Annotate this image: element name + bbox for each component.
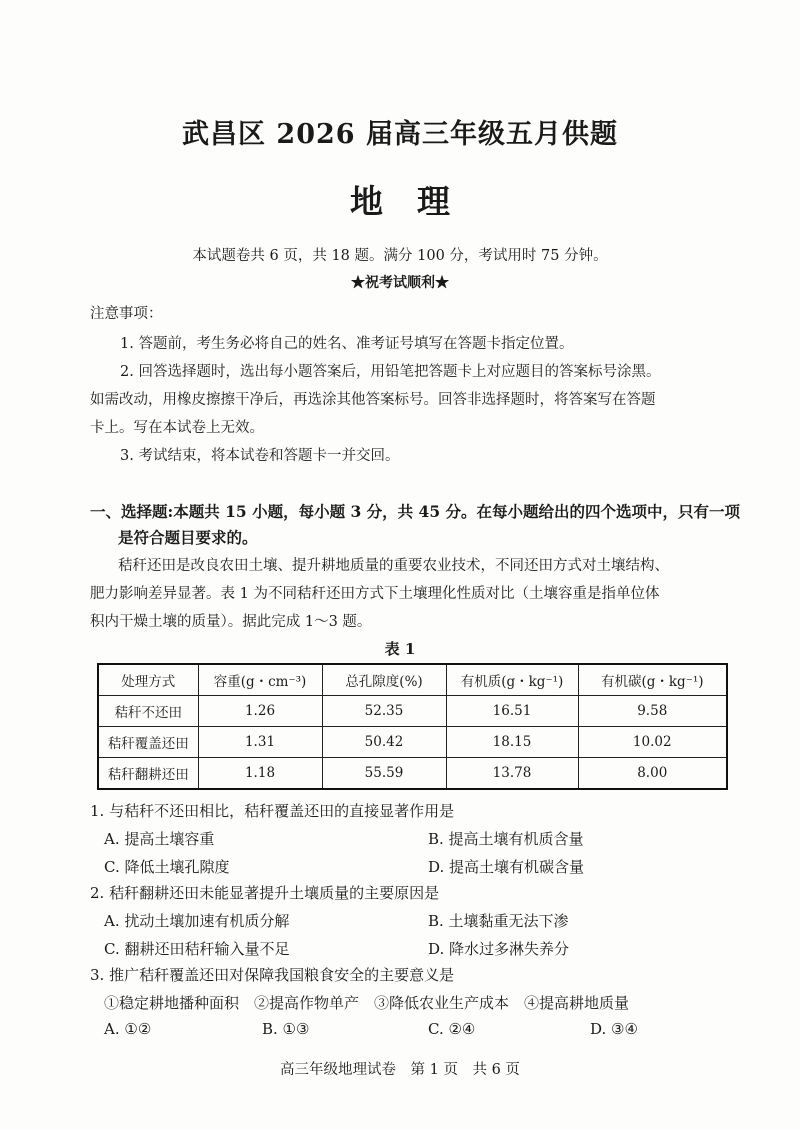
note-item-2-cont2: 卡上。写在本试卷上无效。 [90,420,264,436]
table-caption: 表 1 [384,640,416,658]
note-item-1: 1. 答题前，考生务必将自己的姓名、准考证号填写在答题卡指定位置。 [120,336,574,352]
exam-title: 武昌区 2026 届高三年级五月供题 [182,119,618,150]
table-row [98,758,727,790]
question-3-option-c[interactable]: C. ②④ [428,1020,476,1038]
table-header-cell: 容重(g・cm⁻³) [198,664,322,696]
table-header-cell: 有机碳(g・kg⁻¹) [578,664,727,696]
note-item-2-cont: 如需改动，用橡皮擦擦干净后，再选涂其他答案标号。回答非选择题时，将答案写在答题 [90,392,656,408]
exam-info: 本试题卷共 6 页，共 18 题。满分 100 分，考试用时 75 分钟。 [192,248,608,264]
question-1-stem: 1. 与秸秆不还田相比，秸秆覆盖还田的直接显著作用是 [90,802,455,820]
table-cell: 13.78 [446,758,578,790]
table-header-cell: 有机质(g・kg⁻¹) [446,664,578,696]
note-item-2: 2. 回答选择题时，选出每小题答案后，用铅笔把答题卡上对应题目的答案标号涂黑。 [120,364,661,380]
table-cell: 50.42 [322,727,446,758]
intro-line-1: 秸秆还田是改良农田土壤、提升耕地质量的重要农业技术，不同还田方式对土壤结构、 [118,558,669,574]
question-2-stem: 2. 秸秆翻耕还田未能显著提升土壤质量的主要原因是 [90,884,440,902]
table-row [98,727,727,758]
section-heading-cont: 是符合题目要求的。 [118,528,258,547]
question-1-option-d[interactable]: D. 提高土壤有机碳含量 [428,858,585,876]
question-2-option-a[interactable]: A. 扰动土壤加速有机质分解 [104,912,290,930]
table-header-cell: 总孔隙度(%) [322,664,446,696]
subject-title: 地理 [350,182,484,221]
question-3-stem: 3. 推广秸秆覆盖还田对保障我国粮食安全的主要意义是 [90,966,455,984]
page-footer: 高三年级地理试卷 第 1 页 共 6 页 [280,1062,520,1078]
intro-line-2: 肥力影响差异显著。表 1 为不同秸秆还田方式下土壤理化性质对比（土壤容重是指单位体 [90,586,660,602]
table-cell: 1.26 [198,696,322,727]
question-1-option-b[interactable]: B. 提高土壤有机质含量 [428,830,584,848]
question-2-option-b[interactable]: B. 土壤黏重无法下渗 [428,912,569,930]
question-3-option-b[interactable]: B. ①③ [262,1020,310,1038]
table-cell: 9.58 [578,696,727,727]
table-cell: 秸秆不还田 [98,696,198,727]
section-heading: 一、选择题:本题共 15 小题，每小题 3 分，共 45 分。在每小题给出的四个选项中，只有一项 [90,502,741,521]
table-row [98,696,727,727]
table-header-row [98,664,727,696]
table-cell: 18.15 [446,727,578,758]
table-header-cell: 处理方式 [98,664,198,696]
soil-properties-table [97,663,728,790]
table-cell: 1.18 [198,758,322,790]
question-1-option-a[interactable]: A. 提高土壤容重 [104,830,215,848]
question-3-option-d[interactable]: D. ③④ [590,1020,638,1038]
table-cell: 1.31 [198,727,322,758]
table-cell: 秸秆覆盖还田 [98,727,198,758]
table-cell: 16.51 [446,696,578,727]
notes-heading: 注意事项： [90,306,163,322]
note-item-3: 3. 考试结束，将本试卷和答题卡一并交回。 [120,448,400,464]
question-2-option-c[interactable]: C. 翻耕还田秸秆输入量不足 [104,940,290,958]
question-1-option-c[interactable]: C. 降低土壤孔隙度 [104,858,230,876]
question-3-option-a[interactable]: A. ①② [104,1020,152,1038]
intro-line-3: 积内干燥土壤的质量）。据此完成 1～3 题。 [90,614,372,630]
table-cell: 52.35 [322,696,446,727]
table-cell: 秸秆翻耕还田 [98,758,198,790]
good-luck-line: ★祝考试顺利★ [351,275,449,291]
table-cell: 10.02 [578,727,727,758]
table-cell: 8.00 [578,758,727,790]
question-3-items: ①稳定耕地播种面积 ②提高作物单产 ③降低农业生产成本 ④提高耕地质量 [104,994,630,1012]
table-cell: 55.59 [322,758,446,790]
question-2-option-d[interactable]: D. 降水过多淋失养分 [428,940,570,958]
